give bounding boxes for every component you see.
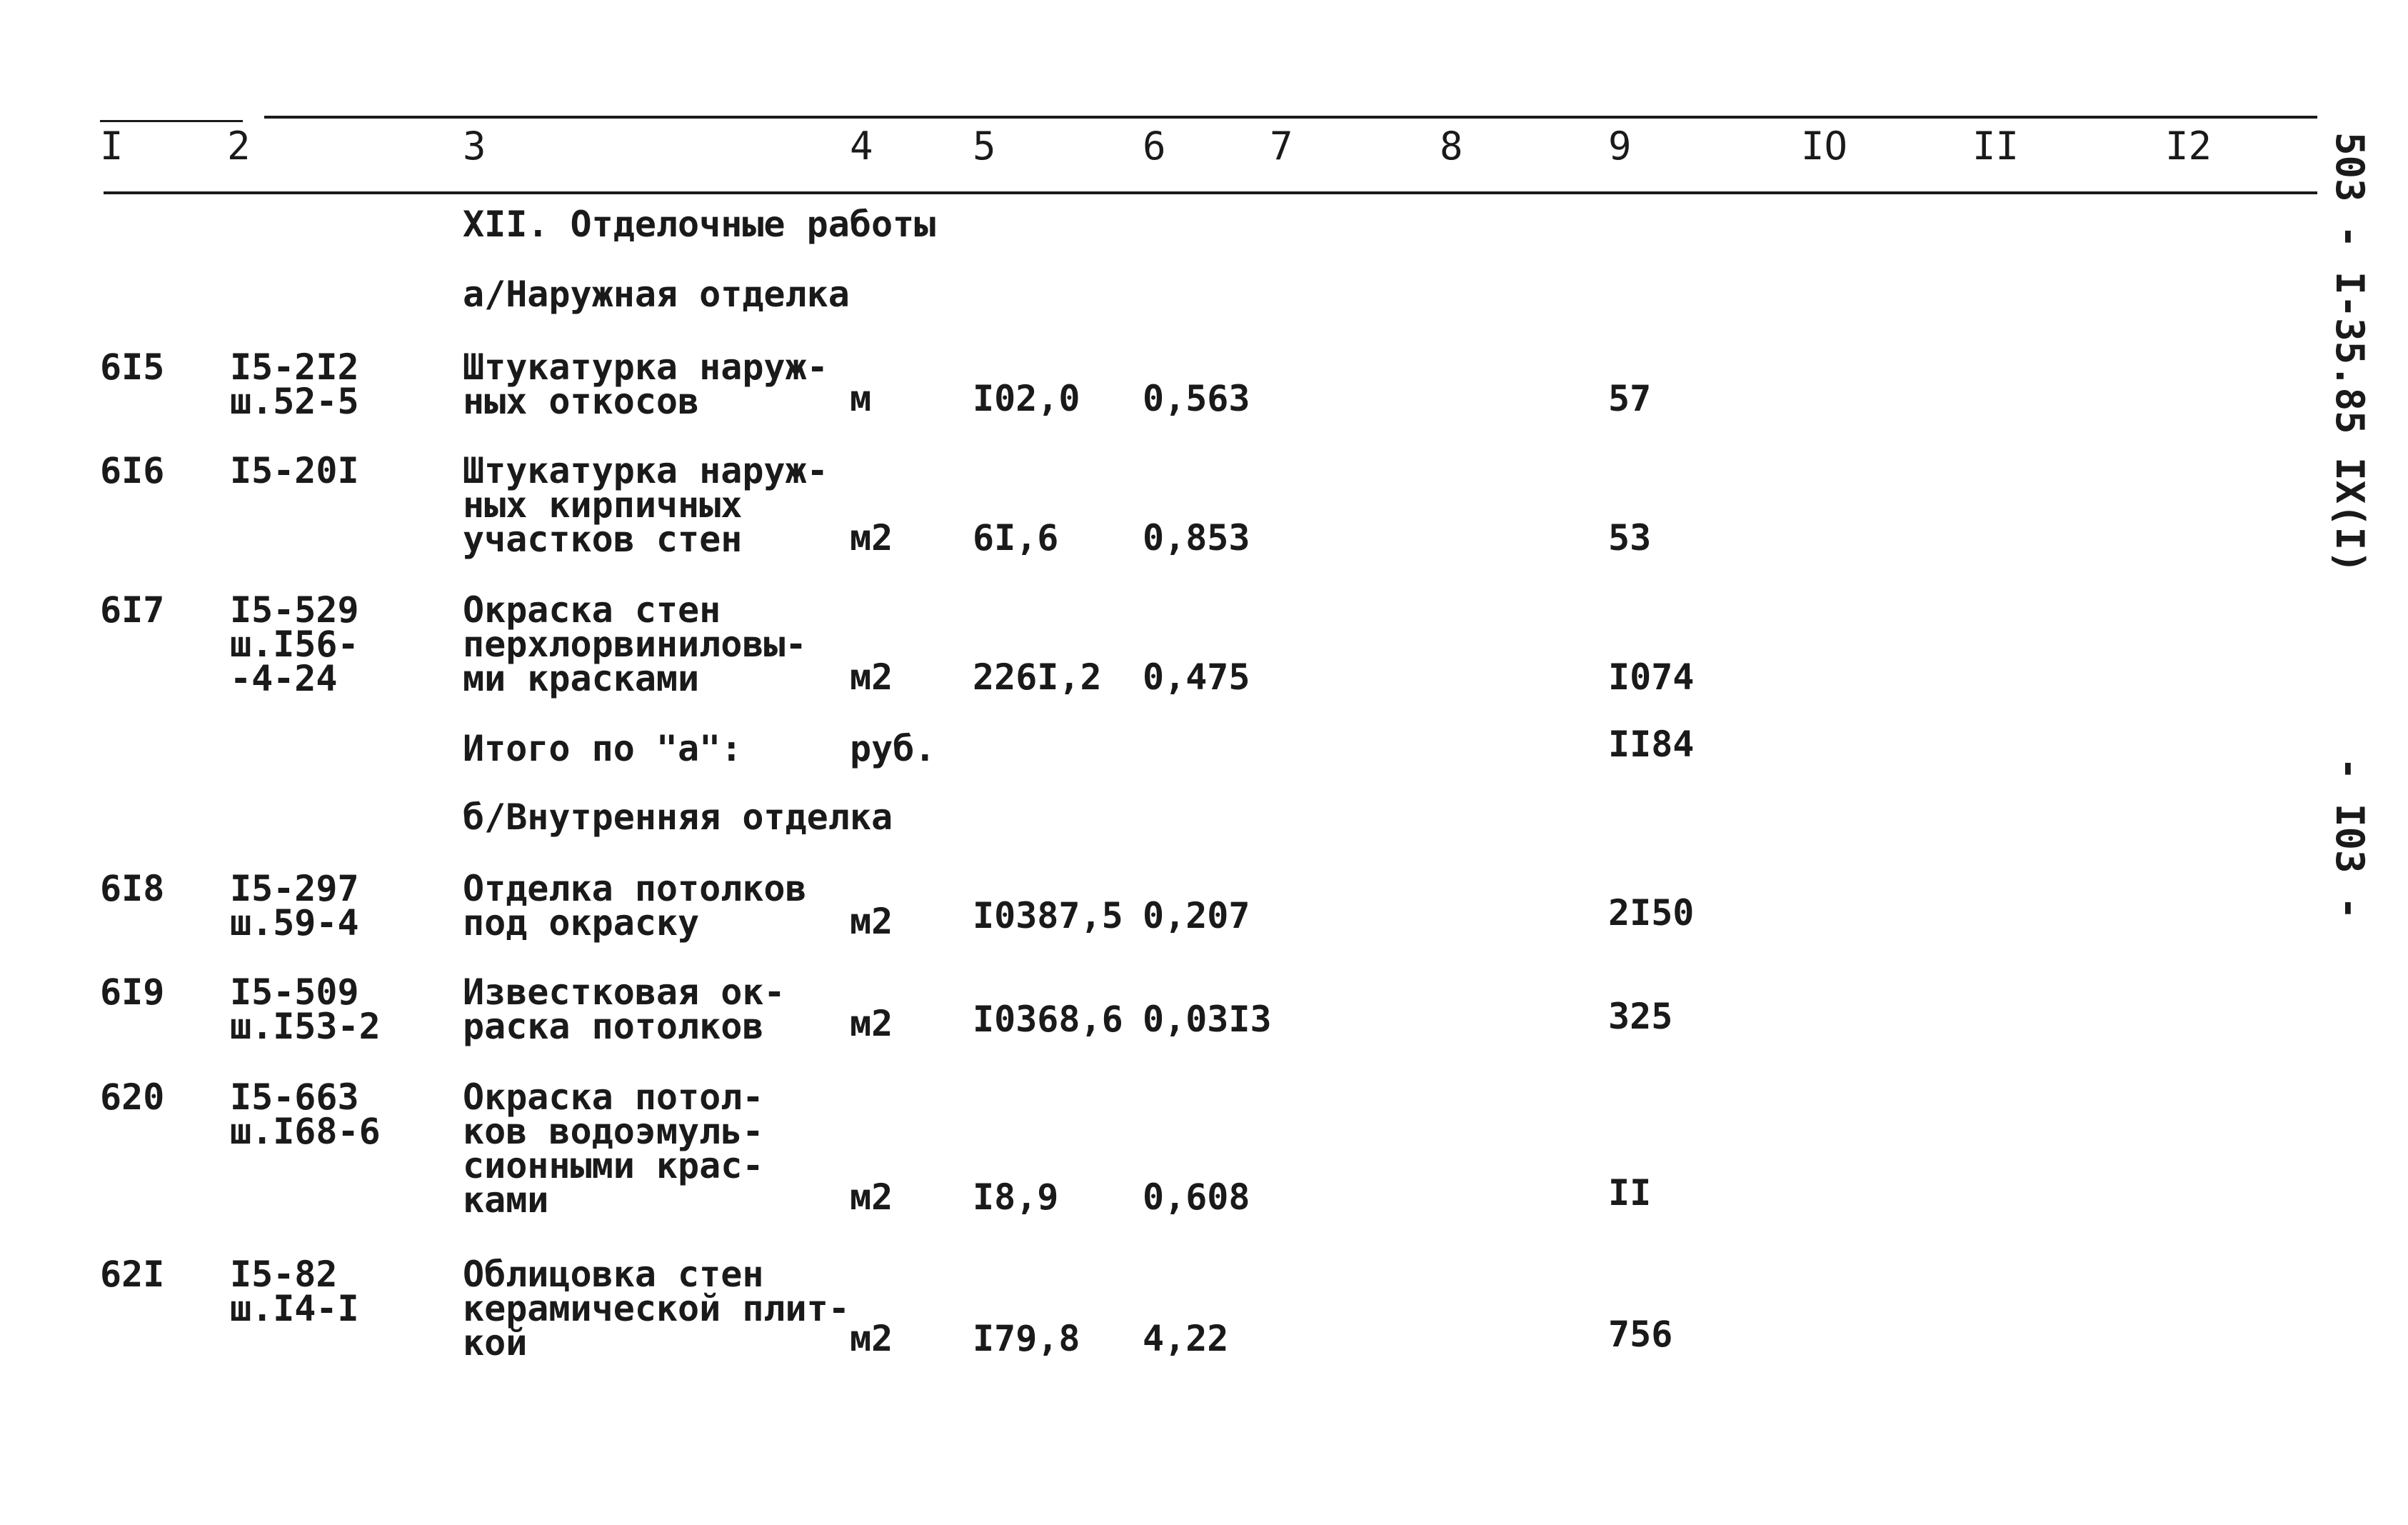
row-code: I5-297 ш.59-4 xyxy=(230,868,359,944)
row-name: Отделка потолков под окраску xyxy=(463,868,807,944)
row-num: 6I7 xyxy=(100,589,165,631)
row-num: 620 xyxy=(100,1076,165,1118)
row-num: 6I9 xyxy=(100,971,165,1013)
row-total: I074 xyxy=(1608,656,1695,698)
row-price: 0,853 xyxy=(1143,517,1250,559)
row-name: Окраска потол- ков водоэмуль- сионными крас- ками xyxy=(463,1076,764,1221)
row-price: 0,608 xyxy=(1143,1176,1250,1218)
header-top-rule-fragment xyxy=(100,120,243,122)
col-header-7: 7 xyxy=(1270,124,1293,169)
row-price: 4,22 xyxy=(1143,1318,1229,1359)
row-qty: 6I,6 xyxy=(973,517,1059,559)
row-unit: м2 xyxy=(850,1176,893,1218)
header-top-rule xyxy=(264,116,2317,119)
row-unit: м2 xyxy=(850,1318,893,1359)
col-header-10: IO xyxy=(1801,124,1848,169)
row-price: 0,03I3 xyxy=(1143,999,1272,1040)
row-name: Известковая ок- раска потолков xyxy=(463,971,786,1047)
row-total: II xyxy=(1608,1172,1652,1214)
col-header-11: II xyxy=(1972,124,2020,169)
row-name: Окраска стен перхлорвиниловы- ми красками xyxy=(463,589,807,699)
col-header-5: 5 xyxy=(973,124,996,169)
row-code: I5-509 ш.I53-2 xyxy=(230,971,381,1047)
row-code: I5-20I xyxy=(230,450,359,491)
row-unit: м2 xyxy=(850,1003,893,1044)
row-qty: I8,9 xyxy=(973,1176,1059,1218)
row-code: I5-2I2 ш.52-5 xyxy=(230,346,359,422)
row-name: Облицовка стен керамической плит- кой xyxy=(463,1254,850,1364)
col-header-2: 2 xyxy=(227,124,251,169)
row-num: 62I xyxy=(100,1254,165,1295)
row-total: 756 xyxy=(1608,1314,1673,1355)
section-title: XII. Отделочные работы xyxy=(463,204,936,245)
row-code: I5-663 ш.I68-6 xyxy=(230,1076,381,1152)
group-title-b: б/Внутренняя отделка xyxy=(463,796,893,838)
row-qty: I0387,5 xyxy=(973,895,1123,936)
subtotal-label: Итого по "а": xyxy=(463,728,743,769)
row-num: 6I8 xyxy=(100,868,165,909)
col-header-6: 6 xyxy=(1143,124,1166,169)
row-unit: м xyxy=(850,378,872,419)
row-name: Штукатурка наруж- ных откосов xyxy=(463,346,828,422)
row-code: I5-529 ш.I56- -4-24 xyxy=(230,589,359,699)
col-header-9: 9 xyxy=(1608,124,1632,169)
row-total: 325 xyxy=(1608,996,1673,1037)
row-unit: м2 xyxy=(850,901,893,942)
subtotal-total: II84 xyxy=(1608,724,1695,765)
document-code: 503 - I-35.85 IX(I) xyxy=(2327,132,2372,574)
row-num: 6I6 xyxy=(100,450,165,491)
header-bottom-rule xyxy=(104,191,2317,194)
row-price: 0,475 xyxy=(1143,656,1250,698)
row-name: Штукатурка наруж- ных кирпичных участков стен xyxy=(463,450,828,560)
row-qty: 226I,2 xyxy=(973,656,1102,698)
row-price: 0,207 xyxy=(1143,895,1250,936)
row-qty: I0368,6 xyxy=(973,999,1123,1040)
col-header-3: 3 xyxy=(463,124,486,169)
row-price: 0,563 xyxy=(1143,378,1250,419)
row-total: 2I50 xyxy=(1608,892,1695,934)
row-unit: м2 xyxy=(850,656,893,698)
col-header-8: 8 xyxy=(1440,124,1463,169)
row-unit: м2 xyxy=(850,517,893,559)
group-title-a: а/Наружная отделка xyxy=(463,274,850,315)
row-qty: I02,0 xyxy=(973,378,1080,419)
col-header-4: 4 xyxy=(850,124,873,169)
col-header-1: I xyxy=(100,124,124,169)
row-total: 57 xyxy=(1608,378,1652,419)
row-total: 53 xyxy=(1608,517,1652,559)
row-qty: I79,8 xyxy=(973,1318,1080,1359)
subtotal-unit: руб. xyxy=(850,728,936,769)
col-header-12: I2 xyxy=(2165,124,2212,169)
row-code: I5-82 ш.I4-I xyxy=(230,1254,359,1329)
page-number: - I03 - xyxy=(2327,757,2372,920)
row-num: 6I5 xyxy=(100,346,165,388)
